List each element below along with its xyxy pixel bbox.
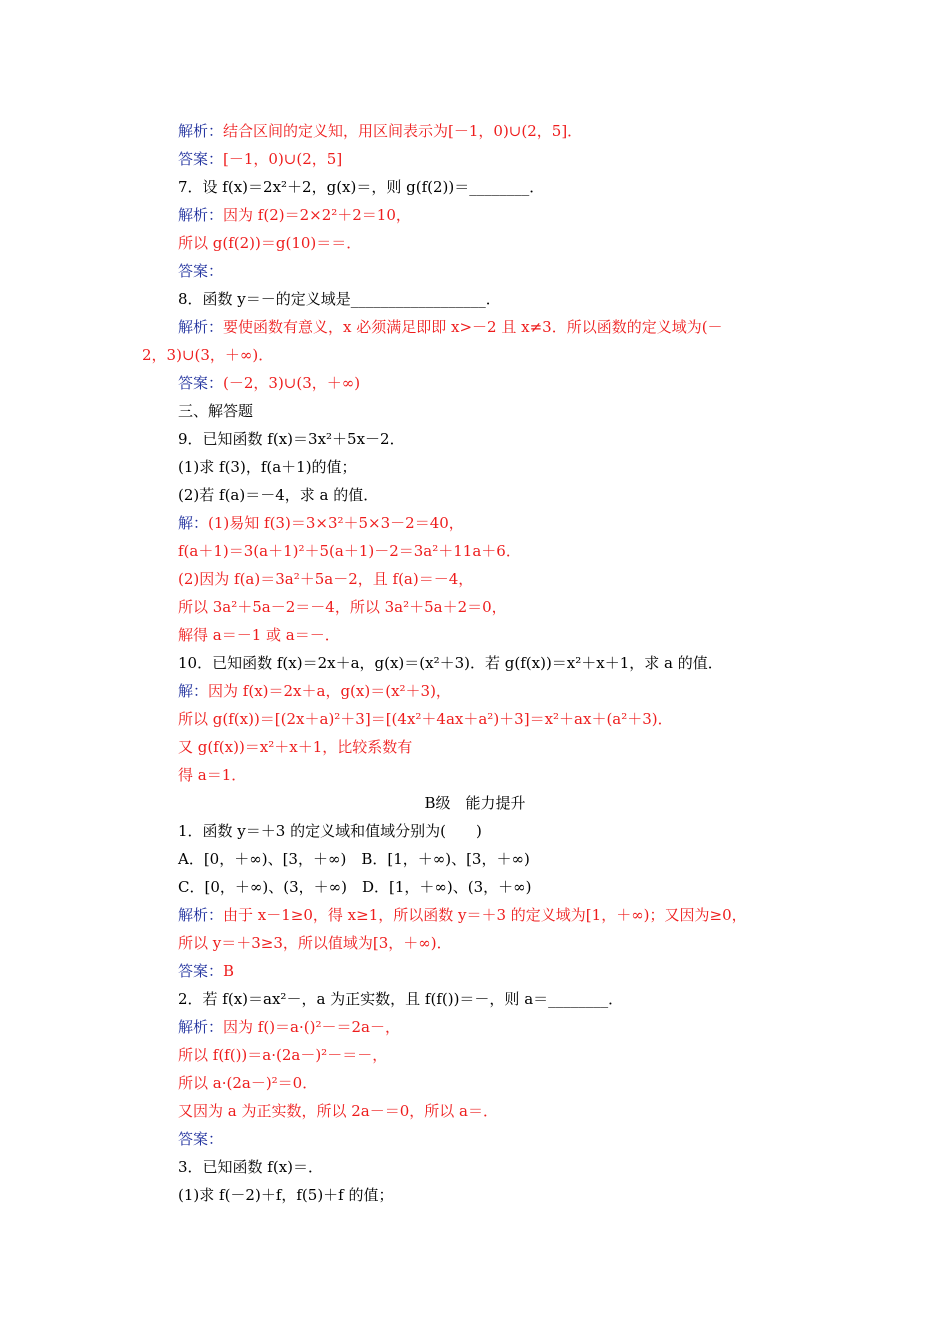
line-text: B (223, 962, 235, 980)
text-line (178, 1129, 223, 1149)
line-text: 所以 a·(2a－)²＝0． (178, 1074, 318, 1092)
line-text: [－1，0)∪(2，5] (223, 150, 343, 168)
line-text: 所以 g(f(2))＝g(10)＝＝． (178, 234, 362, 252)
answer-label: 答案： (178, 150, 224, 168)
text-line (178, 121, 582, 141)
line-text: (1)求 f(3)，f(a＋1)的值； (178, 458, 357, 476)
text-line (178, 541, 521, 561)
answer-label: 解： (178, 682, 209, 700)
text-line (178, 737, 412, 757)
answer-label: 解析： (178, 122, 224, 140)
answer-label: 答案： (178, 262, 224, 280)
line-text: 结合区间的定义知，用区间表示为[－1，0)∪(2，5]． (223, 122, 583, 140)
text-line (178, 1101, 498, 1121)
text-line (178, 401, 253, 421)
text-line (178, 569, 473, 589)
answer-label: 答案： (178, 1130, 224, 1148)
line-text: (1)求 f(－2)＋f，f(5)＋f 的值； (178, 1186, 394, 1204)
text-line (178, 765, 246, 785)
answer-label: 解析： (178, 1018, 224, 1036)
line-text: 所以 y＝＋3≥3，所以值域为[3，＋∞)． (178, 934, 452, 952)
line-text: C．[0，＋∞)、(3，＋∞) D．[1，＋∞)、(3，＋∞) (178, 878, 532, 896)
text-line (178, 261, 223, 281)
line-text: 要使函数有意义，x 必须满足即即 x>－2 且 x≠3．所以函数的定义域为(－ (223, 318, 723, 336)
line-text: (－2，3)∪(3，＋∞) (223, 374, 361, 392)
line-text: 2．若 f(x)＝ax²－，a 为正实数，且 f(f())＝－，则 a＝________． (178, 990, 624, 1008)
text-line (178, 597, 507, 617)
line-text: 10．已知函数 f(x)＝2x＋a，g(x)＝(x²＋3)．若 g(f(x))＝x²＋x＋1，求 a 的值． (178, 654, 723, 672)
text-line (178, 1073, 317, 1093)
line-text: 因为 f()＝a·()²－＝2a－， (223, 1018, 400, 1036)
line-text: f(a＋1)＝3(a＋1)²＋5(a＋1)－2＝3a²＋11a＋6． (178, 542, 521, 560)
text-line (178, 821, 482, 841)
text-line (178, 1045, 387, 1065)
line-text: 所以 f(f())＝a·(2a－)²－＝－， (178, 1046, 388, 1064)
line-text: 三、解答题 (178, 402, 254, 420)
text-line (178, 177, 544, 197)
text-line (178, 933, 452, 953)
line-text: (2)若 f(a)＝－4，求 a 的值． (178, 486, 379, 504)
answer-label: 答案： (178, 962, 224, 980)
answer-label: 解析： (178, 318, 224, 336)
text-line (178, 485, 378, 505)
text-line (142, 345, 273, 365)
text-line (178, 709, 673, 729)
text-line (178, 317, 723, 337)
line-text: 所以 g(f(x))＝[(2x＋a)²＋3]＝[(4x²＋4ax＋a²)＋3]＝x²＋ax＋(a²＋3)． (178, 710, 673, 728)
line-text: 所以 3a²＋5a－2＝－4，所以 3a²＋5a＋2＝0， (178, 598, 507, 616)
text-line (178, 961, 234, 981)
line-text: 解得 a＝－1 或 a＝－． (178, 626, 340, 644)
text-line (178, 625, 340, 645)
line-text: (2)因为 f(a)＝3a²＋5a－2，且 f(a)＝－4， (178, 570, 474, 588)
line-text: 1．函数 y＝＋3 的定义域和值域分别为( ) (178, 822, 482, 840)
answer-label: 解析： (178, 206, 224, 224)
line-text: 又因为 a 为正实数，所以 2a－＝0，所以 a＝． (178, 1102, 498, 1120)
line-text: 因为 f(2)＝2×2²＋2＝10， (223, 206, 411, 224)
answer-label: 解析： (178, 906, 224, 924)
text-line (178, 149, 342, 169)
text-line (178, 1185, 394, 1205)
text-line (178, 989, 623, 1009)
text-line (178, 513, 464, 533)
text-line (178, 1017, 400, 1037)
answer-label: 解： (178, 514, 209, 532)
text-line (178, 429, 405, 449)
text-line (178, 653, 723, 673)
text-line (178, 373, 360, 393)
line-text: 8．函数 y＝－的定义域是__________________． (178, 290, 501, 308)
text-line (178, 877, 531, 897)
line-text: B级 能力提升 (424, 794, 526, 812)
text-line (178, 457, 357, 477)
line-text: 3．已知函数 f(x)＝． (178, 1158, 324, 1176)
line-text: 7．设 f(x)＝2x²＋2，g(x)＝，则 g(f(2))＝________． (178, 178, 545, 196)
answer-label: 答案： (178, 374, 224, 392)
text-line (178, 849, 530, 869)
text-line (178, 205, 411, 225)
text-line (178, 233, 361, 253)
text-line (178, 905, 747, 925)
text-line (0, 793, 950, 813)
line-text: 由于 x－1≥0，得 x≥1，所以函数 y＝＋3 的定义域为[1，＋∞)；又因为≥0， (223, 906, 747, 924)
line-text: 9．已知函数 f(x)＝3x²＋5x－2． (178, 430, 405, 448)
text-line (178, 1157, 323, 1177)
line-text: 又 g(f(x))＝x²＋x＋1，比较系数有 (178, 738, 413, 756)
text-line (178, 289, 501, 309)
line-text: 因为 f(x)＝2x＋a，g(x)＝(x²＋3)， (208, 682, 451, 700)
line-text: 2，3)∪(3，＋∞)． (142, 346, 274, 364)
line-text: 得 a＝1． (178, 766, 247, 784)
line-text: (1)易知 f(3)＝3×3²＋5×3－2＝40， (208, 514, 464, 532)
line-text: A．[0，＋∞)、[3，＋∞) B．[1，＋∞)、[3，＋∞) (178, 850, 530, 868)
text-line (178, 681, 451, 701)
